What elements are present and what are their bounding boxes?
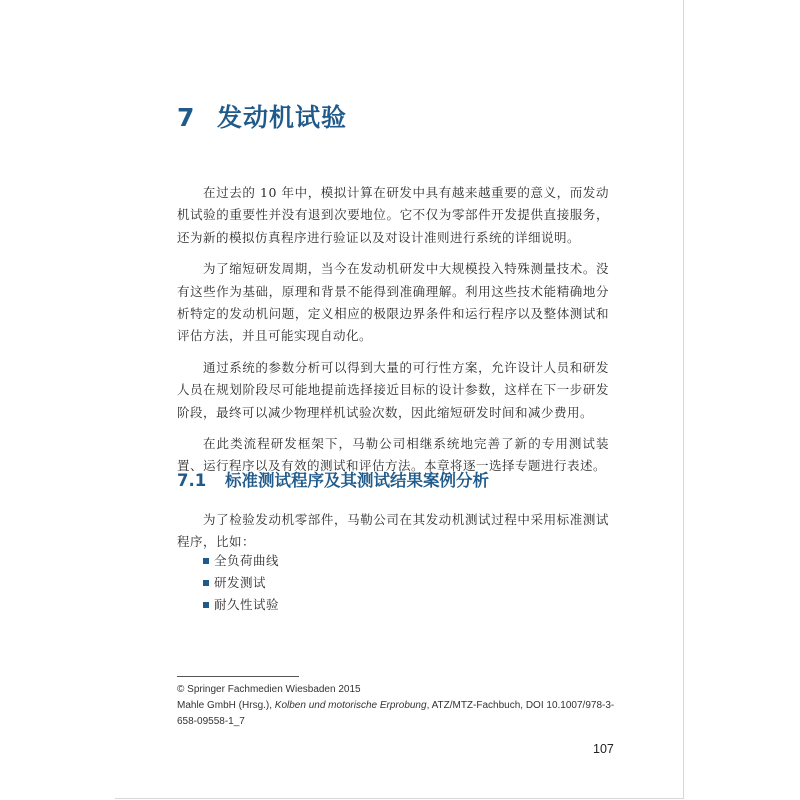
- list-item: [203, 550, 279, 572]
- footnote-copyright: © Springer Fachmedien Wiesbaden 2015: [177, 684, 361, 695]
- footnote-citation-prefix: Mahle GmbH (Hrsg.),: [177, 700, 275, 711]
- section-title: 标准测试程序及其测试结果案例分析: [225, 471, 489, 490]
- footnote: [177, 682, 617, 730]
- square-bullet-icon: [203, 602, 209, 608]
- list-item: [203, 594, 279, 616]
- square-bullet-icon: [203, 580, 209, 586]
- list-item: [203, 572, 279, 594]
- paragraph: 在此类流程研发框架下，马勒公司相继系统地完善了新的专用测试装置、运行程序以及有效的测试和评估方法。本章将逐一选择专题进行表述。: [177, 436, 609, 474]
- paragraph: 在过去的 10 年中，模拟计算在研发中具有越来越重要的意义，而发动机试验的重要性并没有退到次要地位。它不仅为零部件开发提供直接服务，还为新的模拟仿真程序进行验证以及对设计准则进行系统的详细说明。: [177, 185, 609, 245]
- footnote-citation-suffix: , ATZ/MTZ-Fachbuch, DOI 10.1007/978-3-658-09558-1_7: [177, 700, 615, 727]
- chapter-title: 发动机试验: [217, 103, 348, 132]
- chapter-body: [177, 182, 609, 487]
- paragraph: 为了缩短研发周期，当今在发动机研发中大规模投入特殊测量技术。没有这些作为基础，原理和背景不能得到准确理解。利用这些技术能精确地分析特定的发动机问题，定义相应的极限边界条件和运行程序以及整体测试和评估方法，并且可能实现自动化。: [177, 261, 609, 344]
- section-heading: [177, 467, 489, 491]
- bullet-list: [203, 550, 279, 616]
- chapter-heading: [177, 98, 347, 134]
- list-item-label: 研发测试: [214, 575, 267, 590]
- section-number: 7.1: [177, 471, 207, 490]
- paragraph: 通过系统的参数分析可以得到大量的可行性方案，允许设计人员和研发人员在规划阶段尽可能地提前选择接近目标的设计参数，这样在下一步研发阶段，最终可以减少物理样机试验次数，因此缩短研发时间和减少费用。: [177, 359, 609, 420]
- chapter-number: 7: [177, 103, 196, 132]
- section-intro: 为了检验发动机零部件，马勒公司在其发动机测试过程中采用标准测试程序，比如：: [177, 512, 609, 549]
- list-item-label: 全负荷曲线: [214, 553, 280, 568]
- footnote-citation-title: Kolben und motorische Erprobung: [274, 700, 427, 711]
- list-item-label: 耐久性试验: [214, 597, 280, 612]
- square-bullet-icon: [203, 558, 209, 564]
- book-page: [115, 0, 684, 799]
- page-number: 107: [593, 742, 614, 756]
- footnote-rule: [177, 676, 299, 677]
